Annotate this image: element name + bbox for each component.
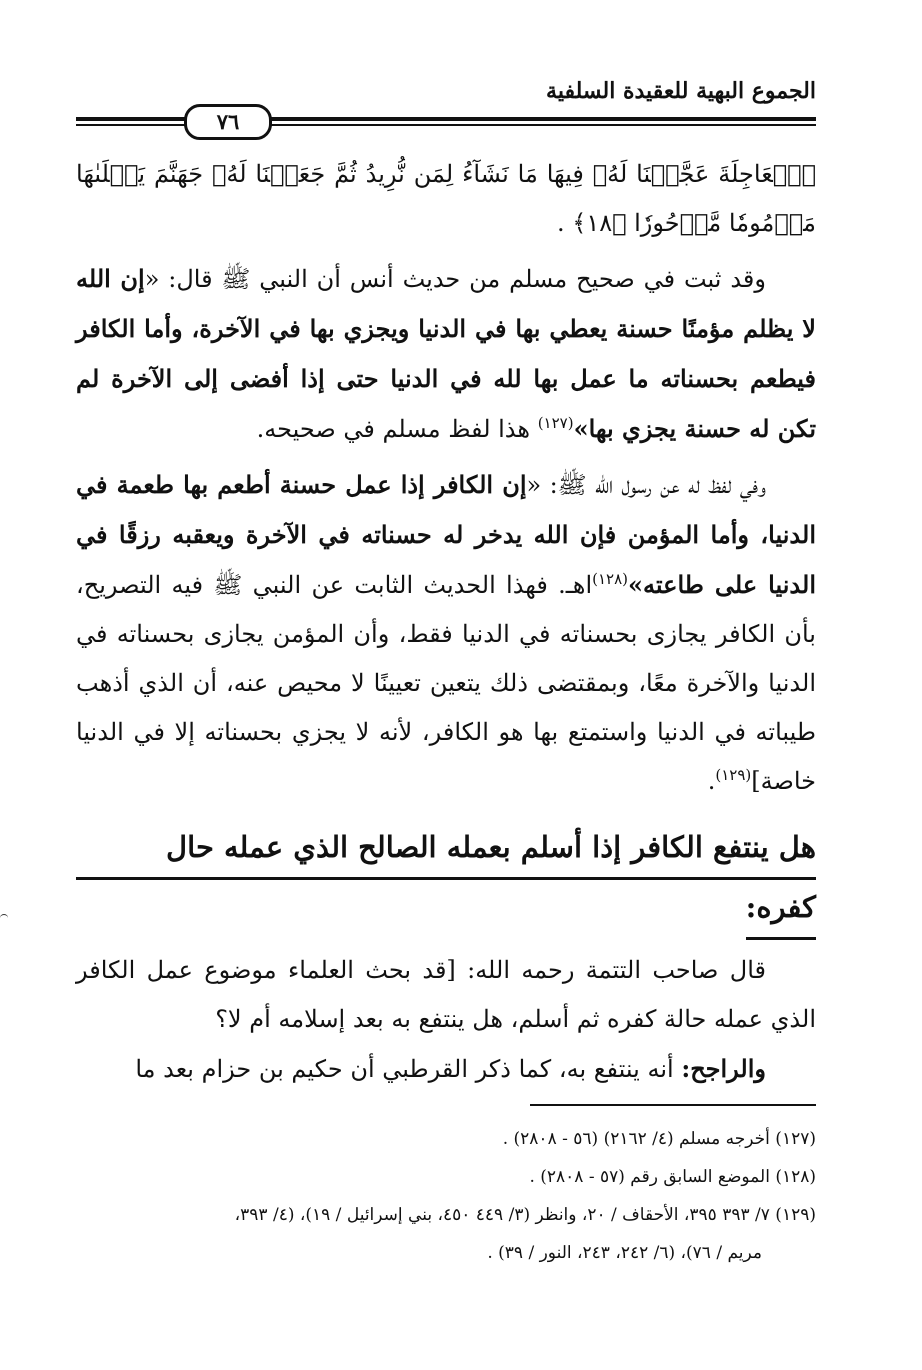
para1-intro: وقد ثبت في صحيح مسلم من حديث أنس أن النبي ﷺ قال: «: [144, 265, 766, 293]
footnote-129-continued: مريم / ٧٦)، (٦/ ٢٤٢، ٢٤٣، النور / ٣٩) .: [487, 1243, 762, 1263]
rajih-text: أنه ينتفع به، كما ذكر القرطبي أن حكيم بن حزام بعد ما: [135, 1055, 682, 1083]
paragraph-second-hadith: [76, 460, 816, 806]
para1-outro: هذا لفظ مسلم في صحيحه.: [256, 415, 538, 443]
para2-hadith: إن الكافر إذا عمل حسنة أطعم بها طعمة في الدنيا، وأما المؤمن فإن الله يدخر له حسناته في الآخرة ويعقبه رزقًا في الدنيا على طاعته: [76, 470, 816, 599]
book-title: الجموع البهية للعقيدة السلفية: [546, 78, 816, 104]
footnote-separator: [530, 1104, 816, 1106]
main-text: [76, 150, 816, 1094]
footnote-127: (١٢٧) أخرجه مسلم (٤/ ٢١٦٢) (٥٦ - ٢٨٠٨) .: [502, 1129, 816, 1149]
para2-outro: اهـ. فهذا الحديث الثابت عن النبي ﷺ فيه التصريح، بأن الكافر يجازى بحسناته في الدنيا فقط، وأن المؤمن يجازى بحسناته في الدنيا والآخرة معًا، وبمقتضى ذلك يتعين تعيينًا لا محيص عنه، أن الذي أذهب طيباته في الدنيا واستمتع بها هو الكافر، لأنه لا يجزي بحسناته إلا في الدنيا خاصة]: [76, 571, 816, 795]
para2-close: »: [628, 570, 644, 599]
verse-ending: ٱلۡعَاجِلَةَ عَجَّلۡنَا لَهُۥ فِيهَا مَا نَشَآءُ لِمَن نُّرِيدُ ثُمَّ جَعَلۡنَا لَهُۥ جَهَنَّمَ يَصۡلَىٰهَا مَذۡمُومٗا مَّدۡحُورٗا ﴿١٨﴾ .: [76, 160, 816, 237]
page-edge-mark: [0, 914, 8, 929]
para2-intro: وفي لفظ له عن رسول الله ﷺ: «: [526, 471, 766, 499]
rajih-label: والراجح:: [681, 1054, 766, 1083]
para2-end: .: [707, 767, 716, 795]
footnote-128: (١٢٨) الموضع السابق رقم (٥٧ - ٢٨٠٨) .: [529, 1167, 816, 1187]
section-heading-line2: كفره:: [746, 880, 816, 940]
footnote-ref-128: (١٢٨): [592, 570, 629, 588]
paragraph-hadith-anas: [76, 254, 816, 454]
footnote-129: (١٢٩) ٧/ ٣٩٣ ٣٩٥، الأحقاف / ٢٠، وانظر (٣/ ٤٤٩ ٤٥٠، بني إسرائيل / ١٩)، (٤/ ٣٩٣،: [234, 1205, 816, 1225]
footnotes: [76, 1120, 816, 1272]
paragraph-rajih: [76, 1044, 816, 1094]
para1-close: »: [573, 414, 589, 443]
footnote-ref-127: (١٢٧): [537, 414, 574, 432]
running-header: [76, 68, 816, 140]
para1-hadith: إن الله لا يظلم مؤمنًا حسنة يعطي بها في الدنيا ويجزي بها في الآخرة، وأما الكافر فيطعم بحسناته ما عمل بها لله في الدنيا حتى إذا أفضى إلى الآخرة لم تكن له حسنة يجزي بها: [76, 264, 816, 443]
footnote-ref-129: (١٢٩): [715, 766, 752, 784]
paragraph-tatimma: قال صاحب التتمة رحمه الله: [قد بحث العلماء موضوع عمل الكافر الذي عمله حالة كفره ثم أسلم، هل ينتفع به بعد إسلامه أم لا؟: [76, 956, 816, 1033]
section-heading-line1: هل ينتفع الكافر إذا أسلم بعمله الصالح الذي عمله حال: [76, 820, 816, 880]
section-heading: [76, 820, 816, 940]
page-number: ٧٦: [184, 104, 272, 140]
